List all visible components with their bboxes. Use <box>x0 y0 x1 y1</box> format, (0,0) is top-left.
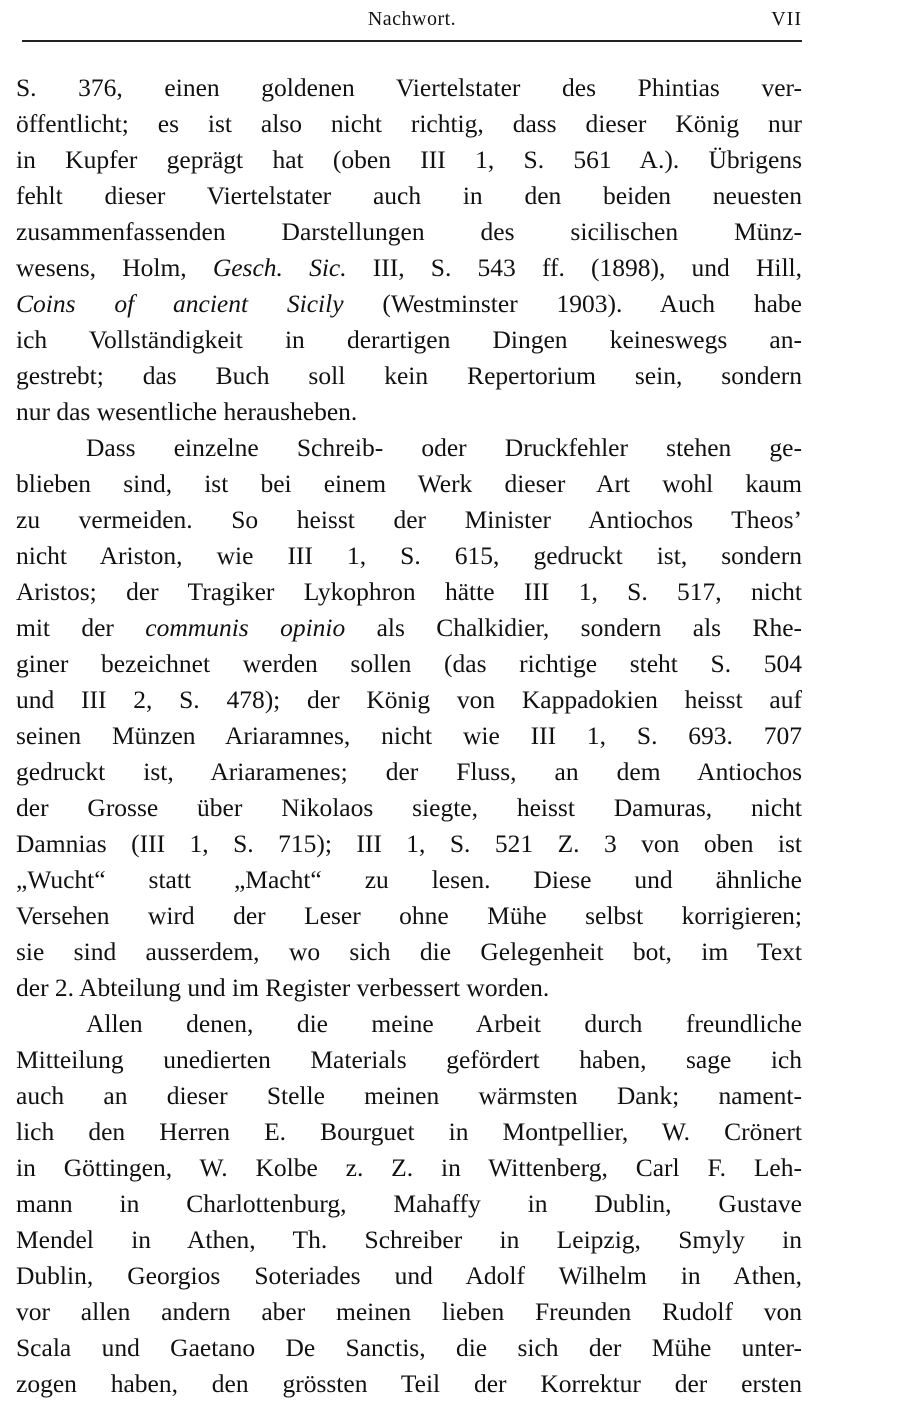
text-line <box>16 1294 802 1330</box>
line-text: ich Vollständigkeit in derartigen Dingen keineswegs an- <box>16 325 802 354</box>
text-line <box>16 754 802 790</box>
line-text: mit der <box>16 613 146 642</box>
text-line <box>16 1186 802 1222</box>
line-text: „Wucht“ statt „Macht“ zu lesen. Diese und ähnliche <box>16 865 802 894</box>
line-text: wesens, Holm, <box>16 253 213 282</box>
text-line <box>16 538 802 574</box>
line-text: der Grosse über Nikolaos siegte, heisst Damuras, nicht <box>16 793 802 822</box>
italic-citation: communis opinio <box>145 613 346 642</box>
text-line <box>16 1042 802 1078</box>
italic-citation: Coins of ancient Sicily <box>16 289 344 318</box>
text-line <box>16 394 802 430</box>
line-text: zu vermeiden. So heisst der Minister Antiochos Theos’ <box>16 505 802 534</box>
text-line <box>16 466 802 502</box>
text-line <box>16 106 802 142</box>
text-line <box>16 286 802 322</box>
line-text: Mitteilung unedierten Materials gefördert haben, sage ich <box>16 1045 802 1074</box>
text-line <box>16 610 802 646</box>
running-title: Nachwort. <box>367 8 457 30</box>
text-line <box>16 430 802 466</box>
line-text: in Göttingen, W. Kolbe z. Z. in Wittenberg, Carl F. Leh- <box>16 1153 802 1182</box>
line-text: und III 2, S. 478); der König von Kappadokien heisst auf <box>16 685 802 714</box>
text-line <box>16 70 802 106</box>
text-line <box>16 178 802 214</box>
text-line <box>16 502 802 538</box>
line-text: Versehen wird der Leser ohne Mühe selbst korrigieren; <box>16 901 802 930</box>
line-text: III, S. 543 ff. (1898), und Hill, <box>346 253 802 282</box>
line-text: Aristos; der Tragiker Lykophron hätte III 1, S. 517, nicht <box>16 577 802 606</box>
line-text: fehlt dieser Viertelstater auch in den beiden neuesten <box>16 181 802 210</box>
italic-citation: Gesch. Sic. <box>212 253 347 282</box>
text-line <box>16 1078 802 1114</box>
text-line <box>16 574 802 610</box>
line-text: Dublin, Georgios Soteriades und Adolf Wilhelm in Athen, <box>16 1261 802 1290</box>
line-text: blieben sind, ist bei einem Werk dieser Art wohl kaum <box>16 469 802 498</box>
text-line <box>16 1114 802 1150</box>
line-text: Mendel in Athen, Th. Schreiber in Leipzig, Smyly in <box>16 1225 802 1254</box>
line-text: zogen haben, den grössten Teil der Korrektur der ersten <box>16 1369 802 1398</box>
line-text: in Kupfer geprägt hat (oben III 1, S. 561 A.). Übrigens <box>16 145 802 174</box>
text-line <box>16 1330 802 1366</box>
text-line <box>16 1366 802 1402</box>
text-line <box>16 790 802 826</box>
text-line <box>16 142 802 178</box>
header-rule <box>22 40 802 42</box>
line-text: nur das wesentliche herausheben. <box>16 397 358 426</box>
text-line <box>16 970 802 1006</box>
text-line <box>16 898 802 934</box>
body-text <box>16 70 802 1402</box>
line-text: vor allen andern aber meinen lieben Freunden Rudolf von <box>16 1297 802 1326</box>
text-line <box>16 934 802 970</box>
line-text: der 2. Abteilung und im Register verbessert worden. <box>16 973 550 1002</box>
line-text: öffentlicht; es ist also nicht richtig, dass dieser König nur <box>16 109 802 138</box>
line-text: seinen Münzen Ariaramnes, nicht wie III 1, S. 693. 707 <box>16 721 802 750</box>
line-text: Damnias (III 1, S. 715); III 1, S. 521 Z. 3 von oben ist <box>16 829 802 858</box>
text-line <box>16 214 802 250</box>
line-text: auch an dieser Stelle meinen wärmsten Dank; nament- <box>16 1081 802 1110</box>
line-text: sie sind ausserdem, wo sich die Gelegenheit bot, im Text <box>16 937 802 966</box>
text-line <box>16 826 802 862</box>
text-line <box>16 646 802 682</box>
text-line <box>16 682 802 718</box>
page-number: VII <box>771 8 802 30</box>
line-text: Scala und Gaetano De Sanctis, die sich der Mühe unter- <box>16 1333 802 1362</box>
text-line <box>16 250 802 286</box>
text-line <box>16 358 802 394</box>
text-line <box>16 1222 802 1258</box>
line-text: zusammenfassenden Darstellungen des sicilischen Münz- <box>16 217 802 246</box>
text-line <box>16 718 802 754</box>
text-line <box>16 862 802 898</box>
line-text: als Chalkidier, sondern als Rhe- <box>345 613 803 642</box>
text-line <box>16 322 802 358</box>
line-text: S. 376, einen goldenen Viertelstater des Phintias ver- <box>16 73 802 102</box>
line-text: gedruckt ist, Ariaramenes; der Fluss, an dem Antiochos <box>16 757 802 786</box>
line-text: (Westminster 1903). Auch habe <box>343 289 802 318</box>
line-text: gestrebt; das Buch soll kein Repertorium sein, sondern <box>16 361 802 390</box>
line-text: mann in Charlottenburg, Mahaffy in Dublin, Gustave <box>16 1189 802 1218</box>
line-text: nicht Ariston, wie III 1, S. 615, gedruckt ist, sondern <box>16 541 802 570</box>
text-line <box>16 1006 802 1042</box>
line-text: Allen denen, die meine Arbeit durch freundliche <box>86 1009 802 1038</box>
text-line <box>16 1150 802 1186</box>
running-header <box>22 4 802 38</box>
text-line <box>16 1258 802 1294</box>
line-text: lich den Herren E. Bourguet in Montpellier, W. Crönert <box>16 1117 802 1146</box>
line-text: Dass einzelne Schreib- oder Druckfehler stehen ge- <box>86 433 802 462</box>
line-text: giner bezeichnet werden sollen (das richtige steht S. 504 <box>16 649 802 678</box>
